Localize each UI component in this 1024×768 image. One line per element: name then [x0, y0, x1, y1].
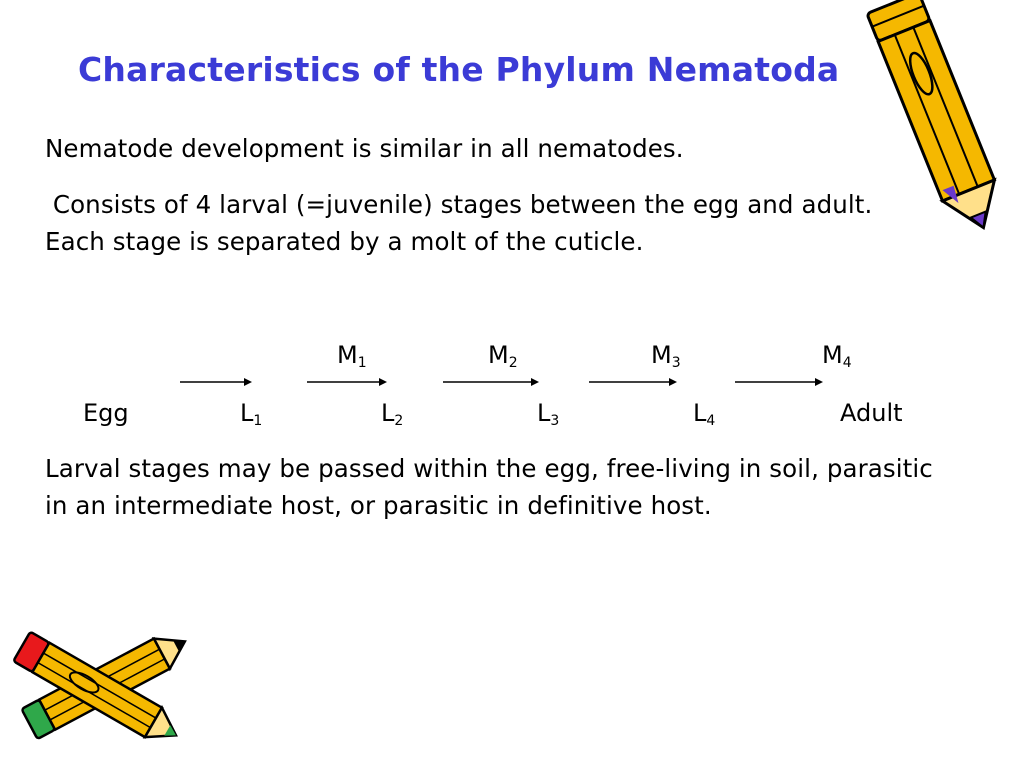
pencil-icon — [860, 0, 1024, 254]
arrow-4 — [589, 376, 677, 388]
stage-label-l3: $L_3$ — [537, 399, 560, 429]
molt-label-3: $M_3$ — [651, 341, 681, 371]
molt-label-2: $M_2$ — [488, 341, 518, 371]
arrow-1 — [180, 376, 252, 388]
arrow-5 — [735, 376, 823, 388]
stage-label-adult: Adult — [840, 399, 903, 427]
paragraph-development: Nematode development is similar in all nematodes. — [45, 134, 684, 163]
stage-label-l4: $L_4$ — [693, 399, 716, 429]
arrow-2 — [307, 376, 387, 388]
crossed-pencils-icon — [0, 615, 210, 764]
stage-label-egg: Egg — [83, 399, 129, 427]
molt-label-4: $M_4$ — [822, 341, 852, 371]
stage-label-l1: $L_1$ — [240, 399, 263, 429]
paragraph-larval-habitats: Larval stages may be passed within the egg, free-living in soil, parasitic in an intermediate host, or parasitic in definitive host. — [45, 454, 933, 520]
paragraph-larval-stages: Consists of 4 larval (=juvenile) stages between the egg and adult. Each stage is separated by a molt of the cuticle. — [45, 190, 889, 256]
stage-label-l2: $L_2$ — [381, 399, 404, 429]
molt-label-1: $M_1$ — [337, 341, 367, 371]
slide-title: Characteristics of the Phylum Nematoda — [78, 50, 840, 89]
arrow-3 — [443, 376, 539, 388]
